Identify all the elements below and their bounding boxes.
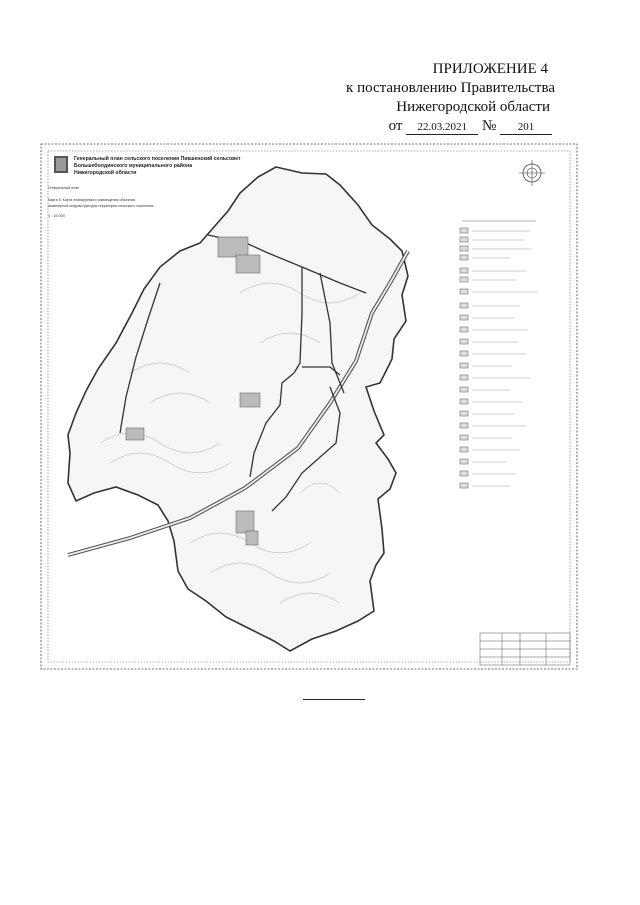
appendix-title: ПРИЛОЖЕНИЕ 4 <box>432 61 548 77</box>
map-title-line-3: Нижегородской области <box>74 170 137 176</box>
map-title-line-1: Генеральный план сельского поселения Пикшенский сельсовет <box>74 156 241 162</box>
map-title-line-2: Большеболдинского муниципального района <box>74 163 193 169</box>
resolution-line: к постановлению Правительства <box>346 80 555 96</box>
map-name-line-1: Карта 5. Карта планируемого размещения объектов <box>48 198 135 202</box>
end-separator-line <box>303 699 365 700</box>
date-field: 22.03.2021 <box>406 121 478 135</box>
region-line: Нижегородской области <box>396 99 550 115</box>
date-prefix: от <box>388 118 403 134</box>
master-plan-map <box>40 143 578 670</box>
number-sign: № <box>481 118 497 134</box>
map-subtitle: Генеральный план <box>48 186 80 190</box>
number-field: 201 <box>500 121 552 135</box>
date-number-line <box>389 117 552 136</box>
map-scale: 1 : 15 000 <box>48 214 65 218</box>
emblem-icon <box>54 156 68 173</box>
map-name-line-2: инженерной инфраструктуры территории сельского поселения <box>48 204 154 208</box>
